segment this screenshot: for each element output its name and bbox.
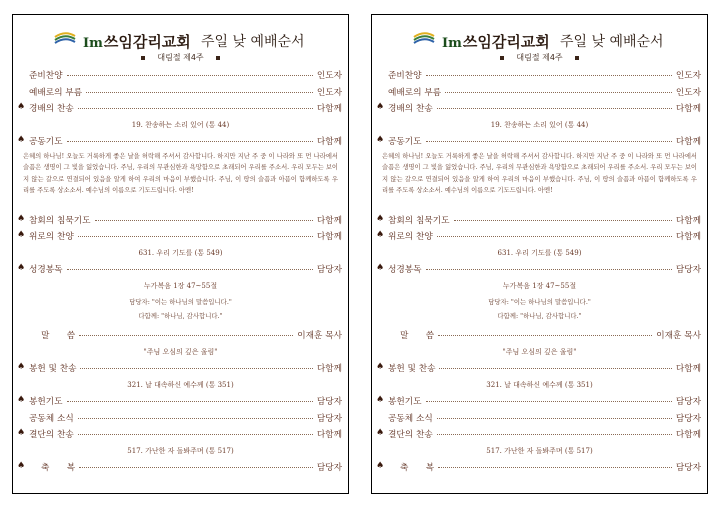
worship-item-role: 다함께 — [316, 364, 342, 374]
worship-item — [13, 211, 348, 228]
worship-item — [13, 392, 348, 409]
worship-item-label: 공동체 소식 — [388, 413, 433, 424]
leader-dots — [78, 236, 313, 237]
hymn-reference: 517. 가난한 자 돌봐주며 (통 517) — [127, 446, 234, 455]
spade-icon: ♠ — [17, 213, 26, 224]
worship-item-label: 경배의 찬송 — [29, 104, 74, 114]
order-of-worship — [372, 66, 707, 475]
response-leader: 담당자: "이는 하나님의 말씀입니다." — [488, 298, 591, 306]
leader-dots — [454, 220, 672, 221]
spade-icon: ♠ — [17, 428, 26, 438]
worship-item-role: 다함께 — [675, 364, 701, 374]
spade-icon: ♠ — [376, 213, 385, 224]
prayer-text: 은혜의 하나님! 오늘도 거룩하게 좋은 날을 허락해 주셔서 감사합니다. 하지만 지난 주 중 이 나라와 또 먼 나라에서 슬픔은 생명이 그 빛을 잃었습니다. 주님, 우리의 무관심한과 욕망함으로 초래되어 우리를 주소서. 우리 모두는 보이지 않는 갈으로 연결되어 있음을 알게 하여 우리의 마음이 부했습니다. 주님, 이 땅의 슬픔과 아픔이 함께하도록 우리를 주도록 상소소서. 예수님의 이름으로 기도드립니다. 아멘! — [382, 152, 697, 195]
spade-icon: ♠ — [376, 263, 385, 273]
worship-item-role: 담당자 — [675, 413, 701, 424]
spade-icon: ♠ — [376, 428, 385, 438]
worship-item-role: 다함께 — [316, 430, 342, 440]
leader-dots — [437, 108, 672, 109]
worship-item-label: 준비찬양 — [29, 71, 63, 81]
worship-item-role: 인도자 — [316, 87, 342, 98]
worship-item-label: 공동기도 — [388, 137, 422, 147]
leader-dots — [80, 368, 313, 369]
spade-icon: ♠ — [376, 102, 385, 112]
worship-item — [13, 359, 348, 376]
spade-icon: ♠ — [376, 230, 385, 240]
worship-item-label: 결단의 찬송 — [29, 430, 74, 440]
worship-item-label: 봉헌 및 찬송 — [29, 364, 77, 374]
leader-dots — [67, 269, 313, 270]
leader-dots — [79, 467, 313, 468]
response-congregation: 다함께: "하나님, 감사합니다." — [138, 312, 223, 320]
worship-item-role: 담당자 — [316, 397, 342, 407]
worship-item — [372, 211, 707, 228]
worship-item — [372, 99, 707, 116]
leader-dots — [78, 108, 313, 109]
bulletin-header — [13, 15, 348, 51]
worship-item — [372, 458, 707, 475]
leader-dots — [426, 269, 672, 270]
worship-item — [13, 409, 348, 426]
worship-item-role: 인도자 — [675, 87, 701, 98]
spade-icon: ♠ — [17, 263, 26, 273]
worship-item-role: 담당자 — [316, 265, 342, 275]
worship-item — [372, 392, 707, 409]
worship-item-role: 다함께 — [675, 215, 701, 226]
leader-dots — [438, 335, 652, 336]
response-congregation: 다함께: "하나님, 감사합니다." — [497, 312, 582, 320]
worship-item-label: 예배로의 부름 — [29, 87, 83, 98]
worship-item — [372, 326, 707, 343]
hymn-reference: 631. 우리 기도를 (통 549) — [497, 248, 582, 257]
worship-item-label: 위로의 찬양 — [29, 232, 74, 242]
leader-dots — [78, 434, 313, 435]
spade-icon: ♠ — [376, 395, 385, 405]
worship-item — [13, 66, 348, 83]
hymn-reference: "주님 오심의 깊은 울림" — [143, 347, 218, 356]
worship-item-label: 위로의 찬양 — [388, 232, 433, 242]
worship-item-role: 담당자 — [675, 397, 701, 407]
hymn-reference: 321. 날 대속하신 예수께 (통 351) — [127, 380, 234, 389]
bulletin-page-left — [12, 14, 349, 494]
worship-item — [372, 260, 707, 277]
leader-dots — [95, 220, 313, 221]
hymn-reference: "주님 오심의 깊은 울림" — [502, 347, 577, 356]
worship-item-label: 예배로의 부름 — [388, 87, 442, 98]
leader-dots — [426, 75, 672, 76]
hymn-reference: 631. 우리 기도를 (통 549) — [138, 248, 223, 257]
spade-icon: ♠ — [17, 230, 26, 240]
worship-item-role: 다함께 — [316, 232, 342, 242]
church-logo-icon — [53, 29, 87, 47]
spade-icon: ♠ — [376, 135, 385, 145]
church-name: Im쓰임감리교회 — [83, 33, 191, 51]
worship-item-label: 말 씀 — [400, 331, 435, 341]
worship-item-label: 봉헌 및 찬송 — [388, 364, 436, 374]
spade-icon: ♠ — [17, 135, 26, 145]
leader-dots — [445, 92, 672, 93]
scripture-response — [13, 293, 348, 326]
leader-dots — [78, 418, 313, 419]
leader-dots — [437, 236, 672, 237]
worship-item — [372, 359, 707, 376]
spade-icon: ♠ — [17, 102, 26, 112]
worship-item — [372, 425, 707, 442]
worship-item — [372, 227, 707, 244]
worship-item — [372, 132, 707, 149]
worship-item-role: 다함께 — [316, 104, 342, 114]
worship-item-label: 축 복 — [41, 463, 76, 473]
service-subtitle: 대림절 제4주 — [13, 51, 348, 65]
leader-dots — [86, 92, 313, 93]
worship-item-label: 경배의 찬송 — [388, 104, 433, 114]
worship-item-role: 담당자 — [316, 463, 342, 473]
service-title: 주일 낮 예배순서 — [201, 34, 305, 50]
service-title: 주일 낮 예배순서 — [560, 34, 664, 50]
hymn-reference: 19. 찬송하는 소리 있어 (통 44) — [490, 120, 589, 129]
worship-item — [13, 326, 348, 343]
worship-item-role: 인도자 — [316, 71, 342, 81]
worship-item-role: 다함께 — [675, 232, 701, 242]
leader-dots — [439, 368, 672, 369]
spade-icon: ♠ — [376, 362, 385, 372]
hymn-reference: 누가복음 1장 47~55절 — [143, 281, 218, 290]
worship-item-role: 다함께 — [675, 430, 701, 440]
worship-item-role: 다함께 — [316, 215, 342, 226]
leader-dots — [426, 141, 672, 142]
worship-item — [13, 99, 348, 116]
spade-icon: ♠ — [17, 362, 26, 372]
worship-item-role: 담당자 — [675, 463, 701, 473]
church-logo-icon — [412, 29, 446, 47]
worship-item-role: 다함께 — [316, 137, 342, 147]
bulletin-header — [372, 15, 707, 51]
worship-item — [372, 83, 707, 100]
worship-item — [13, 425, 348, 442]
leader-dots — [438, 467, 672, 468]
worship-item-label: 참회의 침묵기도 — [29, 215, 91, 226]
worship-item-label: 성경봉독 — [29, 265, 63, 275]
worship-item-role: 인도자 — [675, 71, 701, 81]
service-subtitle: 대림절 제4주 — [372, 51, 707, 65]
church-name: Im쓰임감리교회 — [442, 33, 550, 51]
spade-icon: ♠ — [17, 395, 26, 405]
leader-dots — [437, 434, 672, 435]
worship-item — [13, 132, 348, 149]
bulletin-page-right — [371, 14, 708, 494]
leader-dots — [67, 401, 313, 402]
prayer-text: 은혜의 하나님! 오늘도 거룩하게 좋은 날을 허락해 주셔서 감사합니다. 하지만 지난 주 중 이 나라와 또 먼 나라에서 슬픔은 생명이 그 빛을 잃었습니다. 주님, 우리의 무관심한과 욕망함으로 초래되어 우리를 주소서. 우리 모두는 보이지 않는 갈으로 연결되어 있음을 알게 하여 우리의 마음이 부했습니다. 주님, 이 땅의 슬픔과 아픔이 함께하도록 우리를 주도록 상소소서. 예수님의 이름으로 기도드립니다. 아멘! — [23, 152, 338, 195]
worship-item-label: 봉헌기도 — [388, 397, 422, 407]
worship-item-role: 다함께 — [675, 137, 701, 147]
worship-item-role: 이재훈 목사 — [297, 331, 342, 341]
hymn-reference: 19. 찬송하는 소리 있어 (통 44) — [131, 120, 230, 129]
worship-item — [13, 227, 348, 244]
worship-item-label: 결단의 찬송 — [388, 430, 433, 440]
worship-item-role: 담당자 — [316, 413, 342, 424]
spade-icon: ♠ — [17, 461, 26, 471]
worship-item — [13, 83, 348, 100]
leader-dots — [79, 335, 293, 336]
spade-icon: ♠ — [376, 461, 385, 471]
worship-item-label: 준비찬양 — [388, 71, 422, 81]
hymn-reference: 517. 가난한 자 돌봐주며 (통 517) — [486, 446, 593, 455]
worship-item — [372, 66, 707, 83]
leader-dots — [67, 75, 313, 76]
worship-item — [13, 260, 348, 277]
leader-dots — [426, 401, 672, 402]
worship-item-role: 다함께 — [675, 104, 701, 114]
leader-dots — [437, 418, 672, 419]
worship-item-label: 봉헌기도 — [29, 397, 63, 407]
worship-item-role: 이재훈 목사 — [656, 331, 701, 341]
worship-item-label: 참회의 침묵기도 — [388, 215, 450, 226]
scripture-response — [372, 293, 707, 326]
worship-item-label: 공동체 소식 — [29, 413, 74, 424]
worship-item-label: 공동기도 — [29, 137, 63, 147]
hymn-reference: 321. 날 대속하신 예수께 (통 351) — [486, 380, 593, 389]
worship-item-label: 성경봉독 — [388, 265, 422, 275]
worship-item — [372, 409, 707, 426]
worship-item-label: 축 복 — [400, 463, 435, 473]
order-of-worship — [13, 66, 348, 475]
worship-item-role: 담당자 — [675, 265, 701, 275]
leader-dots — [67, 141, 313, 142]
worship-item-label: 말 씀 — [41, 331, 76, 341]
hymn-reference: 누가복음 1장 47~55절 — [502, 281, 577, 290]
response-leader: 담당자: "이는 하나님의 말씀입니다." — [129, 298, 232, 306]
worship-item — [13, 458, 348, 475]
